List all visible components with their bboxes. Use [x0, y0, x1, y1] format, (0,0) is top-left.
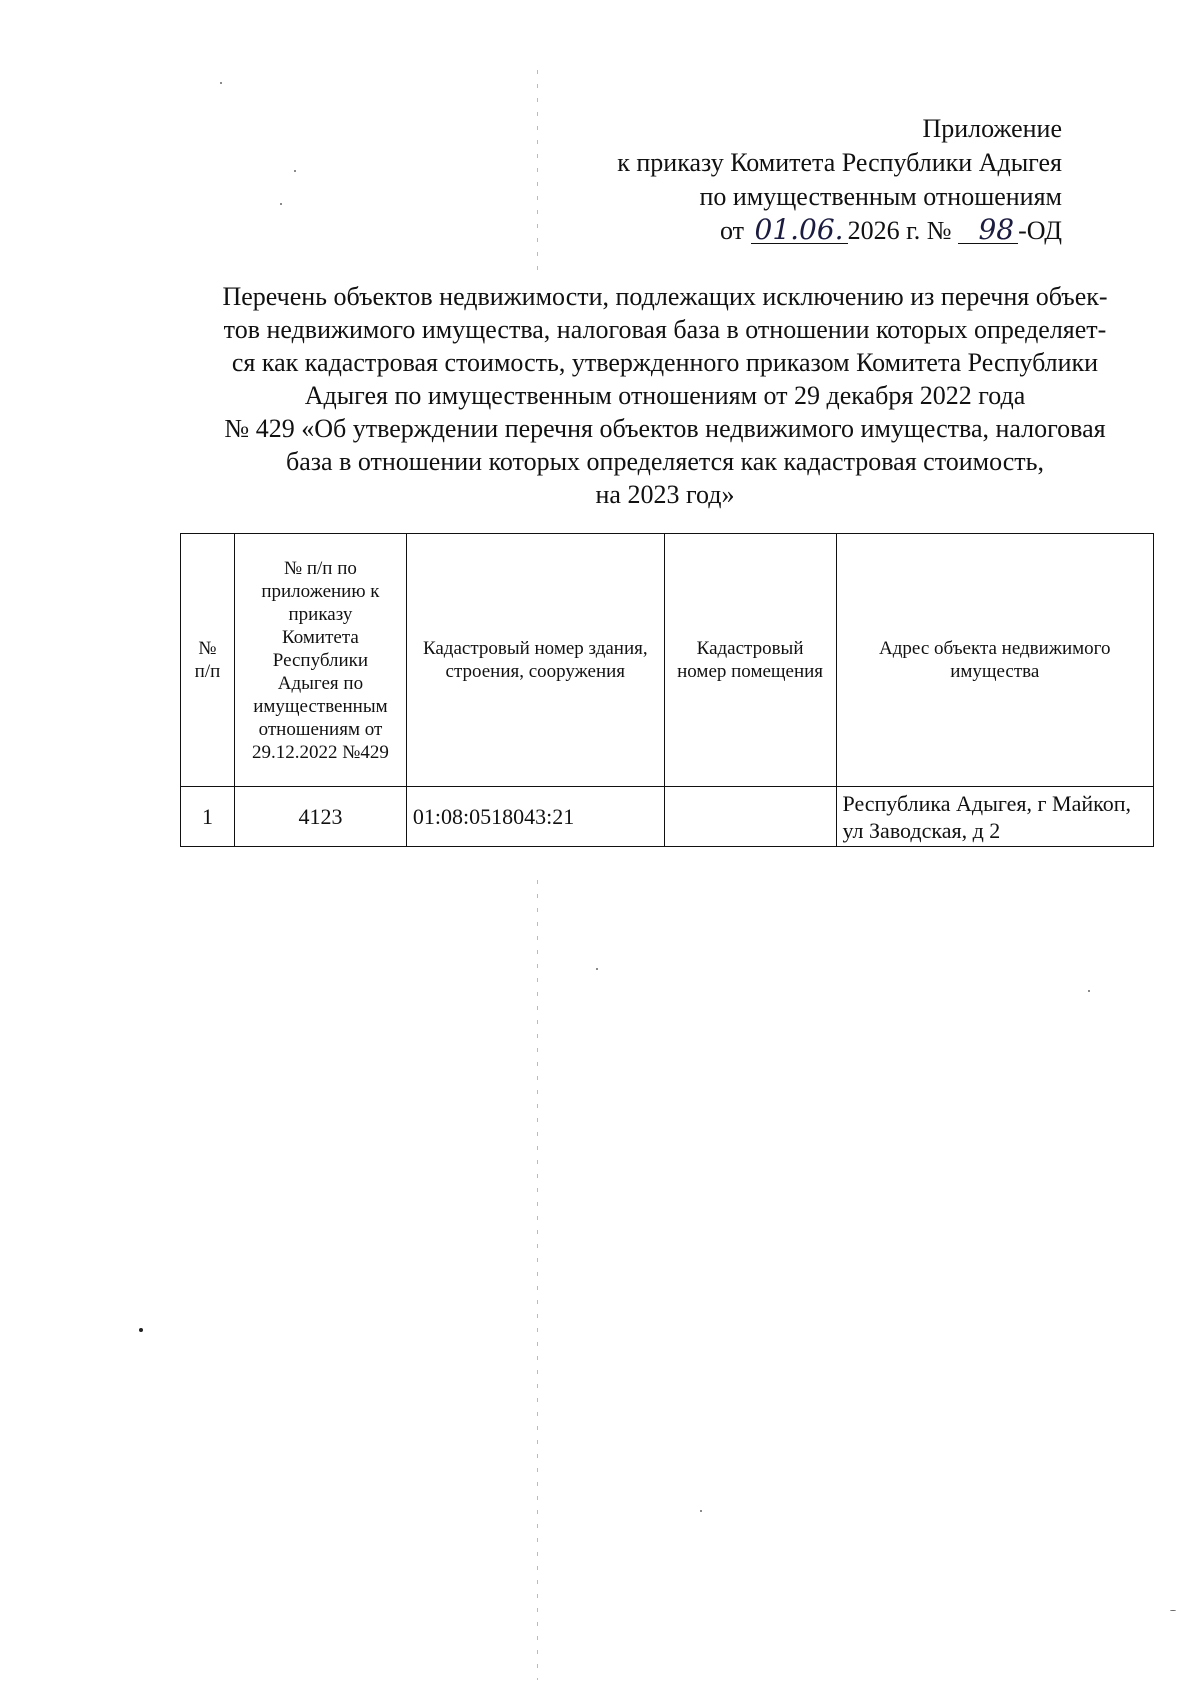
- table-header-row: [181, 534, 1154, 787]
- scan-speck: [596, 968, 598, 970]
- col-header-premises-cadastral: Кадастровый номер помещения: [664, 534, 836, 787]
- scan-speck: [280, 203, 282, 205]
- appendix-label: Приложение: [922, 114, 1062, 143]
- handwritten-date: 01.06.: [751, 217, 848, 244]
- col-header-building-cadastral: Кадастровый номер здания, строения, сооружения: [406, 534, 664, 787]
- cell-building-cadastral: 01:08:0518043:21: [406, 787, 664, 847]
- title-line: Перечень объектов недвижимости, подлежащих исключению из перечня объек-: [222, 282, 1108, 311]
- cell-address: Республика Адыгея, г Майкоп, ул Заводская, д 2: [836, 787, 1153, 847]
- date-prefix: от: [719, 216, 745, 245]
- scan-speck: [220, 82, 222, 84]
- scan-speck: [294, 170, 296, 172]
- order-suffix: -ОД: [1018, 216, 1062, 245]
- table-row: [181, 787, 1154, 847]
- scan-speck: [1170, 1610, 1176, 1611]
- title-line: № 429 «Об утверждении перечня объектов недвижимого имущества, налоговая: [224, 414, 1106, 443]
- scan-fold-line: [537, 880, 538, 1680]
- handwritten-order-number: 98: [958, 217, 1018, 244]
- col-header-number: № п/п: [181, 534, 235, 787]
- title-line: Адыгея по имущественным отношениям от 29 декабря 2022 года: [304, 381, 1026, 410]
- cell-premises-cadastral: [664, 787, 836, 847]
- scan-speck: [700, 1510, 702, 1512]
- order-year: 2026 г. №: [847, 216, 952, 245]
- scan-speck: [139, 1328, 143, 1332]
- committee-line: по имущественным отношениям: [699, 182, 1062, 211]
- order-date-line: [617, 214, 1062, 248]
- appendix-header: [617, 112, 1062, 248]
- title-line: база в отношении которых определяется как кадастровая стоимость,: [285, 447, 1045, 476]
- document-title: [180, 280, 1150, 511]
- title-line: тов недвижимого имущества, налоговая база в отношении которых определяет-: [223, 315, 1107, 344]
- order-reference-line: к приказу Комитета Республики Адыгея: [617, 148, 1062, 177]
- col-header-appendix-number: № п/п по приложению к приказу Комитета Республики Адыгея по имущественным отношениям от 29.12.2022 №429: [234, 534, 406, 787]
- cell-number: 1: [181, 787, 235, 847]
- cell-appendix-number: 4123: [234, 787, 406, 847]
- col-header-address: Адрес объекта недвижимого имущества: [836, 534, 1153, 787]
- title-line: на 2023 год»: [595, 480, 735, 509]
- scan-fold-line: [537, 70, 538, 280]
- scan-speck: [1088, 990, 1090, 992]
- title-line: ся как кадастровая стоимость, утвержденного приказом Комитета Республики: [231, 348, 1099, 377]
- property-table: [180, 533, 1154, 847]
